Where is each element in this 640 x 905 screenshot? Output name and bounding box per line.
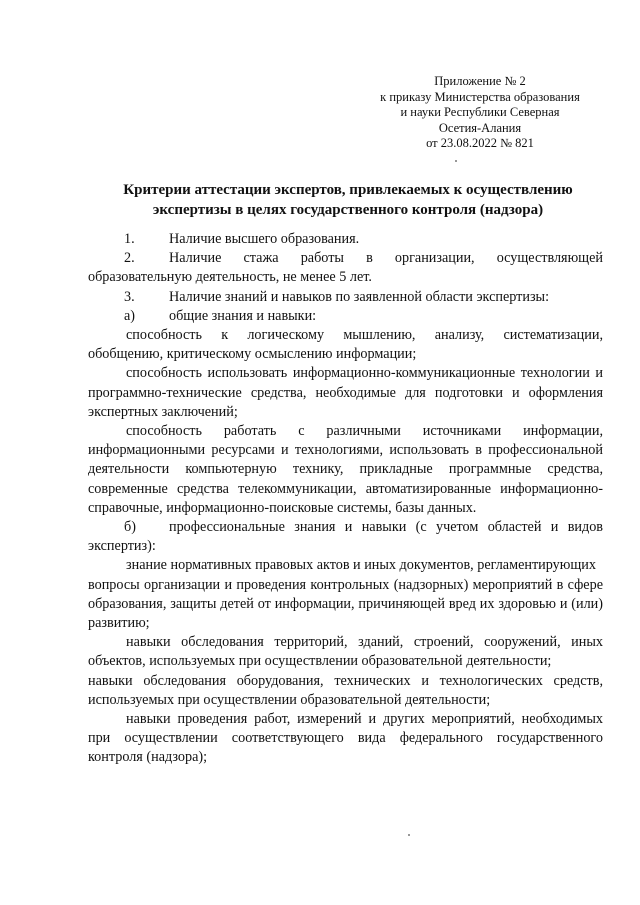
list-item [88,288,603,307]
item-number: а) [124,307,136,324]
item-number: 3. [124,288,135,305]
paragraph: способность использовать информационно-коммуникационные технологии и программно-технические средства, необходимые для подготовки и оформления экспертных заключений; [88,365,603,420]
paragraph: навыки проведения работ, измерений и других мероприятий, необходимых при осуществлении соответствующего вида федерального государственного контроля (надзора); [88,711,603,766]
document-title [88,180,608,220]
item-number: 1. [124,231,135,247]
paragraph: навыки обследования оборудования, технических и технологических средств, используемых при осуществлении образовательной деятельности; [88,672,603,708]
item-number: 2. [124,250,135,267]
title-line: Критерии аттестации экспертов, привлекаемых к осуществлению [123,182,573,198]
scan-speck [408,834,410,836]
paragraph: способность к логическому мышлению, анализу, систематизации, обобщению, критическому осмыслению информации; [88,327,603,363]
paragraph: навыки обследования территорий, зданий, строений, сооружений, иных объектов, используемых при осуществлении образовательной деятельности; [88,634,603,670]
item-text: общие знания и навыки: [169,307,317,324]
item-text: Наличие стажа работы в организации, осуществляющей образовательную деятельность, не менее 5 лет. [88,250,603,286]
title-line: экспертизы в целях государственного контроля (надзора) [152,202,544,218]
list-item [88,307,603,326]
appendix-line: Осетия-Алания [438,120,522,135]
document-body [88,230,603,768]
scan-speck [455,160,457,162]
appendix-header [370,74,590,152]
list-item [88,230,603,249]
appendix-line: к приказу Министерства образования [380,89,580,104]
appendix-line: и науки Республики Северная [400,105,560,119]
appendix-line: Приложение № 2 [434,74,526,88]
paragraph: вопросы организации и проведения контрольных (надзорных) мероприятий в сфере образования, защиты детей от информации, причиняющей вред их здоровью и (или) развитию; [88,576,603,632]
paragraph: способность работать с различными источниками информации, информационными ресурсами и технологиями, использовать в профессиональной деятельности компьютерную технику, прикладные программные средства, современные средства телекоммуникации, автоматизированные информационно-справочные, информационно-поисковые системы, базы данных. [88,423,603,516]
item-number: б) [124,519,136,536]
item-text: Наличие высшего образования. [169,231,360,247]
list-item [88,249,603,287]
item-text: Наличие знаний и навыков по заявленной области экспертизы: [169,288,550,305]
appendix-line: от 23.08.2022 № 821 [426,136,534,150]
list-item [88,518,603,556]
item-text: профессиональные знания и навыки (с учетом областей и видов экспертиз): [88,519,603,555]
paragraph: знание нормативных правовых актов и иных документов, регламентирующих [126,557,596,574]
